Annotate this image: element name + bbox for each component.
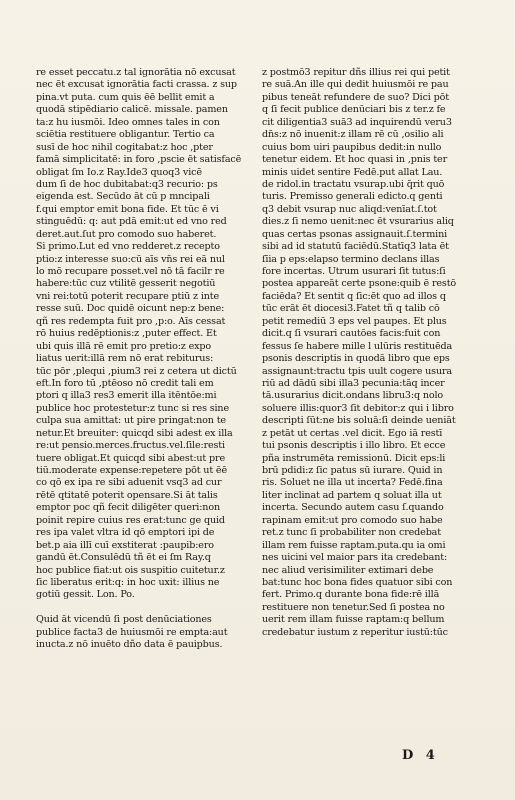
text-line: eigenda est. Secūdo āt cū p mncipali — [36, 191, 210, 203]
text-line: bet.p aia illī cuī exstiterat :paupib:ero — [36, 539, 214, 551]
text-line: poinit repire cuius res erat:tunc ge quid — [36, 514, 225, 526]
text-line: re:ut pensio.merces.fructus.vel.ſile:resti — [36, 440, 225, 452]
text-line: hoc publice fiat:ut ois suspitio cuitetur.z — [36, 564, 225, 576]
text-line: postea appareāt certe psone:quib ē restō — [262, 278, 457, 290]
text-line: psonis descriptis in quodā libro que eps — [262, 353, 450, 365]
text-line: nes uicini vel maior pars ita credebant: — [262, 552, 448, 564]
text-line: pibus teneāt refundere de suo? Dici pōt — [262, 91, 449, 103]
text-line: dicit.q ſi vsurari cautōes facis:fuit con — [262, 328, 441, 340]
text-line: gotiū gessit. Lon. Po. — [36, 589, 135, 601]
text-line: sciētia restituere obligantur. Tertio ca — [36, 129, 215, 141]
text-line: inucta.z nō inuēto dño data ē pauipbus. — [36, 639, 223, 651]
text-line: res ipa valet vltra id qō emptori ipi de — [36, 527, 215, 539]
text-line: turis. Premisso generali edicto.q genti — [262, 191, 443, 203]
text-line: tuere obligat.Et quicqd sibi abest:ut pre — [36, 452, 225, 464]
text-line: gandū ēt.Consulēdū tñ ēt ei ſm Ray.q — [36, 552, 211, 564]
text-line: f.qui emptor emit bona fide. Et tūc ē vi — [36, 203, 219, 215]
text-line: cuius bom uiri paupibus dedit:in nullo — [262, 141, 442, 153]
text-line: lo mō recupare posset.vel nō tā facilr re — [36, 266, 225, 277]
text-line: petit remediū 3 eps vel paupes. Et plus — [262, 315, 447, 327]
text-line: qñ res redempta fuit pro ,p:o. Aīs cessat — [36, 315, 226, 327]
text-line: susī de hoc nihil cogitabat:z hoc ,pter — [36, 141, 213, 153]
text-line: famā simplicitatē: in foro ,pscie ēt satisfacē — [36, 154, 242, 166]
text-line: publice facta3 de huiusmōi re empta:aut — [36, 626, 228, 638]
signature-mark: D 4 — [402, 748, 439, 763]
text-line: restituere non tenetur.Sed ſi postea no — [262, 601, 445, 613]
text-line: liatus uerit:illā rem nō erat rebiturus: — [36, 353, 214, 365]
left-text-column — [36, 67, 252, 652]
text-line: rētē qtitatē poterit opensare.Si āt talis — [36, 489, 218, 501]
paragraph-gap — [36, 602, 252, 614]
text-line: de ridol.in tractatu vsurap.ubi q̄rit quō — [262, 178, 445, 190]
text-line: bat:tunc hoc bona fides quatuor sibi con — [262, 576, 453, 588]
text-line: tūc pōr ,plequi ,pium3 rei z cetera ut dictū — [36, 365, 237, 377]
text-line: nec ēt excusat ignorātia facti crassa. z sup — [36, 79, 237, 91]
text-line: riū ad dādū sibi illa3 pecunia:tāq incer — [262, 377, 445, 389]
text-line: rō huius redēptionis:z ,puter effect. Et — [36, 328, 217, 340]
text-line: tui psonis descriptis i illo libro. Et ecce — [262, 440, 446, 452]
text-line: ptori q illa3 res3 emerit illa itēntōe:mi — [36, 390, 217, 402]
text-line: vni rei:totū poterit recupare ptiū z inte — [36, 290, 220, 302]
text-line: culpa sua amittat: ut pire pringat:non te — [36, 415, 226, 427]
text-line: faciēda? Et sentit q ſic:ēt quo ad illos q — [262, 290, 446, 302]
text-line: deret.aut.ſut pro comodo suo haberet. — [36, 228, 217, 240]
text-line: rapinam emit:ut pro comodo suo habe — [262, 514, 443, 526]
text-line: fore incertas. Utrum usurari ſit tutus:ſi — [262, 266, 446, 277]
text-line: q3 debit vsurap nuc aliqd:venīat.ſ.tot — [262, 203, 437, 215]
text-line: ta:z hu iusmōi. Ideo omnes tales in con — [36, 116, 220, 128]
text-line: quas certas psonas assignauit.ſ.termini — [262, 228, 448, 240]
text-line: emptor poc qñ fecit diligēter queri:non — [36, 502, 220, 514]
text-line: publice hoc protestetur:z tunc si res sine — [36, 402, 229, 414]
right-text-column — [262, 67, 478, 639]
text-line: minis uidet sentire Fedē.put allat Lau. — [262, 166, 443, 178]
text-line: ris. Soluet ne illa ut incerta? Fedē.fina — [262, 477, 443, 489]
text-line: Si primo.Lut ed vno redderet.z recepto — [36, 241, 220, 253]
text-line: Quid āt vicendū ſi post denūciationes — [36, 614, 212, 626]
text-line: q ſi fecit publice denūciari bis z ter.z fe — [262, 104, 446, 116]
text-line: co qō ex ipa re sibi aduenit vsq3 ad cur — [36, 477, 222, 489]
text-line: ret.z tunc ſi probabiliter non credebat — [262, 527, 441, 539]
text-line: re esset peccatu.z tal ignorātia nō excusat — [36, 67, 236, 78]
text-line: incerta. Secundo autem casu ſ.quando — [262, 502, 444, 514]
text-line: liter inclinat ad partem q soluat illa ut — [262, 489, 442, 501]
text-line: dum ſi de hoc dubitabat:q3 recurio: ps — [36, 178, 218, 190]
text-line: uerit rem illam fuisse raptam:q bellum — [262, 614, 445, 626]
text-line: netur.Et breuiter: quicqd sibi adest ex illa — [36, 427, 233, 439]
text-line: tiū.moderate expense:repetere pōt ut ēē — [36, 465, 227, 476]
text-line: tā.usurarius dicit.ondans libru3:q nolo — [262, 390, 444, 402]
text-line: re suā.An ille qui dedit huiusmōi re pau — [262, 79, 449, 91]
text-line: soluere illis:quor3 ſit debitor:z qui i libro — [262, 402, 454, 414]
text-line: ſic liberatus erit:q: in hoc uxit: illius ne — [36, 576, 220, 588]
text-line: nec aliud verisimiliter extimari debe — [262, 564, 434, 576]
text-line: z petāt ut certas .vel dicit. Ego iā restī — [262, 427, 443, 439]
text-line: pña instrumēta remissionū. Dicit eps:li — [262, 452, 446, 464]
text-line: assignaunt:tractu tpis uult cogere usura — [262, 365, 452, 377]
text-line: z postmō3 repitur dñs illius rei qui petit — [262, 67, 450, 78]
text-line: tūc erāt ēt diocesi3.Fatet tñ q talib cō — [262, 303, 440, 315]
text-line: dies.z ſi nemo uenit:nec ēt vsurarius aliq — [262, 216, 454, 228]
text-line: tenetur eidem. Et hoc quasi in ,pnis ter — [262, 154, 448, 166]
text-line: pina.vt puta. cum quis ēē bellit emit a — [36, 91, 215, 103]
text-line: cit diligentia3 suā3 ad inquirendū veru3 — [262, 116, 452, 128]
text-line: fessus ſe habere mille l ulūris restituēda — [262, 340, 453, 352]
text-line: stinguēdū: q: aut pdā emit:ut ed vno red — [36, 216, 227, 228]
text-line: obligat ſm Io.z Ray.Ide3 quoq3 vicē — [36, 166, 202, 178]
text-line: dn̄s:z nō inuenit:z illam rē cū ,osilio ali — [262, 129, 444, 141]
text-line: brū pdidi:z ſic patus sū iurare. Quid in — [262, 465, 443, 476]
text-line: resse suū. Doc quidē oicunt nep:z bene: — [36, 303, 225, 315]
text-line: sibi ad id statutū faciēdū.Statīq3 lata ēt — [262, 241, 449, 253]
text-line: habere:tūc cuz vtilitē gesserit negotiū — [36, 278, 216, 290]
text-line: credebatur iustum z reperitur iustū:tūc — [262, 626, 448, 638]
text-line: quodā stipēdiario calicē. missale. pamen — [36, 104, 228, 116]
text-line: ſīia p eps:elapso termino declans illas — [262, 253, 440, 265]
text-line: ptio:z interesse suo:cū aīs vn̄s rei eā nul — [36, 253, 225, 265]
text-line: fert. Primo.q durante bona fide:rē illā — [262, 589, 440, 601]
text-line: descripti ſūt:ne bis soluā:ſi deinde ueniāt — [262, 415, 456, 427]
text-line: ubi quis illā rē emit pro pretio:z expo — [36, 340, 211, 352]
text-line: illam rem fuisse raptam.puta.qu ia omi — [262, 539, 446, 551]
text-line: eft.In foro tū ,ptēoso nō credit tali em — [36, 377, 214, 389]
